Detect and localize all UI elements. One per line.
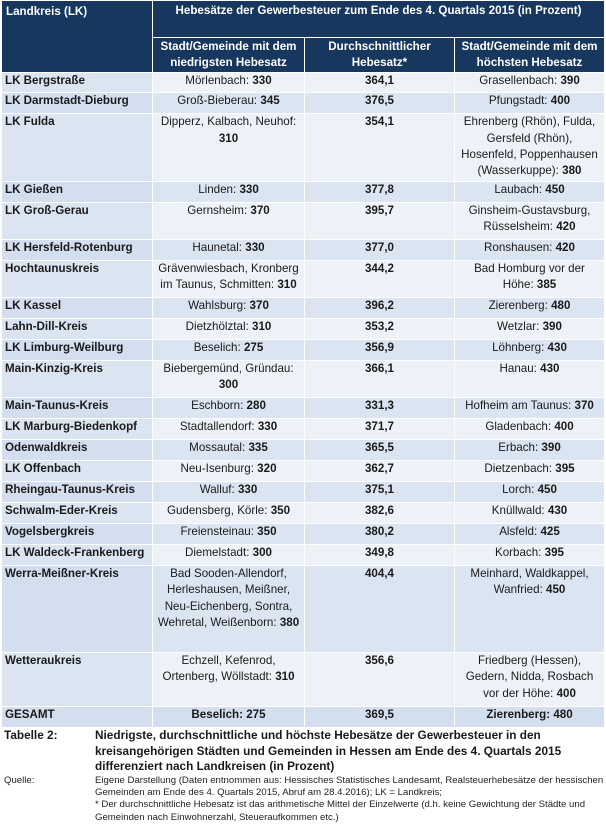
lowest-rate-cell [153,240,305,261]
landkreis-cell: Wetteraukreis [2,653,153,707]
average-rate-cell: 371,7 [305,419,455,440]
source-text [95,775,605,824]
lowest-municipality: Eschborn: [191,399,244,413]
hebesatz-table [1,0,605,728]
highest-rate-value: 390 [542,320,562,334]
highest-rate-value: 430 [547,341,567,355]
highest-rate-value: 380 [562,164,582,178]
highest-municipality: Hofheim am Taunus: [465,399,572,413]
table-row [2,319,605,340]
footnote-line: * Der durchschnittliche Hebesatz ist das arithmetische Mittel der Einzelwerte (d.h. keine Gewichtung der Städte und Gemeinden nach Einwohnerzahl, Steueraufkommen etc.) [95,799,586,823]
table-row [2,261,605,298]
lowest-municipality: Gudensberg, Körle: [166,504,268,518]
lowest-rate-value: 330 [245,241,265,255]
highest-rate-value: 395 [555,462,575,476]
lowest-rate-cell [153,261,305,298]
lowest-municipality: Dietzhölztal: [185,320,249,334]
highest-rate-cell [455,482,605,503]
lowest-municipality: Bad Sooden-Allendorf, Herleshausen, Meißner, Neu-Eichenberg, Sontra, Wehretal, Weißenborn: [157,567,293,629]
lowest-rate-cell [153,566,305,653]
table-row [2,240,605,261]
average-rate-cell: 382,6 [305,503,455,524]
highest-municipality: Erbach: [498,441,539,455]
lowest-rate-cell [153,182,305,203]
lowest-rate-value: 370 [250,204,270,218]
lowest-rate-value: 300 [252,546,272,560]
average-rate-cell: 365,5 [305,440,455,461]
highest-municipality: Zierenberg: [486,708,551,722]
lowest-rate-cell [153,340,305,361]
lowest-rate-value: 280 [246,399,266,413]
lowest-rate-cell [153,503,305,524]
landkreis-cell: LK Offenbach [2,461,153,482]
landkreis-cell: LK Bergstraße [2,73,153,93]
highest-rate-cell [455,524,605,545]
lowest-rate-value: 330 [239,183,259,197]
highest-rate-value: 425 [540,525,560,539]
highest-rate-value: 400 [556,686,576,700]
lowest-rate-cell [153,319,305,340]
lowest-rate-cell [153,398,305,419]
landkreis-cell: Rheingau-Taunus-Kreis [2,482,153,503]
landkreis-cell: LK Gießen [2,182,153,203]
highest-rate-cell [455,340,605,361]
lowest-rate-value: 330 [257,420,278,434]
highest-rate-cell [455,114,605,182]
landkreis-column-header: Landkreis (LK) [2,1,153,73]
table-row [2,182,605,203]
highest-municipality: Laubach: [494,183,543,197]
lowest-rate-value: 275 [243,341,264,355]
landkreis-cell: Hochtaunuskreis [2,261,153,298]
lowest-rate-value: 310 [277,278,297,292]
highest-rate-cell [455,566,605,653]
table-row [2,340,605,361]
highest-rate-value: 420 [556,220,576,234]
highest-municipality: Zierenberg: [488,299,548,313]
highest-rate-value: 420 [555,241,575,255]
highest-municipality: Bad Homburg vor der Höhe: [474,262,585,292]
table-row [2,73,605,93]
highest-rate-value: 450 [546,583,566,597]
highest-rate-cell [455,298,605,319]
lowest-municipality: Echzell, Kefenrod, Ortenberg, Wöllstadt: [162,654,276,684]
lowest-rate-value: 310 [252,320,272,334]
lowest-rate-cell [153,114,305,182]
highest-rate-cell [455,93,605,114]
highest-rate-value: 480 [553,708,573,722]
highest-municipality: Knüllwald: [491,504,545,518]
lowest-municipality: Stadtallendorf: [179,420,255,434]
average-rate-cell: 356,6 [305,653,455,707]
average-rate-cell: 377,8 [305,182,455,203]
average-rate-cell: 395,7 [305,203,455,240]
table-row [2,524,605,545]
highest-municipality: Wetzlar: [497,320,540,334]
average-rate-cell: 354,1 [305,114,455,182]
highest-rate-value: 390 [560,74,580,88]
highest-rate-cell [455,707,605,728]
highest-municipality: Löhnberg: [492,341,545,355]
highest-rate-cell [455,545,605,566]
landkreis-cell: Main-Kinzig-Kreis [2,361,153,398]
lowest-rate-value: 380 [279,615,300,629]
highest-rate-cell [455,503,605,524]
average-rate-cell: 344,2 [305,261,455,298]
table-row [2,653,605,707]
average-rate-cell: 349,8 [305,545,455,566]
lowest-rate-value: 330 [237,483,258,497]
landkreis-cell: LK Kassel [2,298,153,319]
highest-rate-cell [455,203,605,240]
lowest-rate-cell [153,653,305,707]
lowest-rate-value: 320 [257,462,277,476]
lowest-rate-cell [153,707,305,728]
lowest-municipality: Haunetal: [192,241,243,255]
table-row [2,398,605,419]
lowest-municipality: Mossautal: [189,441,246,455]
highest-municipality: Ginsheim-Gustavsburg, Rüsselsheim: [468,204,591,234]
average-rate-cell: 375,1 [305,482,455,503]
average-rate-cell: 364,1 [305,73,455,93]
lowest-rate-value: 310 [218,131,239,145]
table-row [2,545,605,566]
average-rate-cell: 377,0 [305,240,455,261]
average-rate-cell: 356,9 [305,340,455,361]
group-header: Hebesätze der Gewerbesteuer zum Ende des 4. Quartals 2015 (in Prozent) [153,1,605,38]
landkreis-cell: Main-Taunus-Kreis [2,398,153,419]
lowest-rate-cell [153,203,305,240]
lowest-municipality: Beselich: [193,341,241,355]
lowest-rate-value: 345 [260,94,280,108]
source-label: Quelle: [4,775,35,786]
table-row [2,203,605,240]
lowest-municipality: Neu-Isenburg: [180,462,254,476]
highest-rate-value: 480 [551,299,571,313]
source-line: Eigene Darstellung (Daten entnommen aus: Hessisches Statistisches Landesamt, Realsteuerhebesätze der hessischen Gemeinden am Ende des 4. Quartals 2015, Abruf am 28.4.2016); LK = Landkreis; [95,775,604,799]
highest-rate-cell [455,261,605,298]
lowest-rate-value: 330 [252,74,272,88]
lowest-municipality: Gernsheim: [187,204,248,218]
highest-rate-cell [455,361,605,398]
table-row [2,566,605,653]
average-rate-cell: 331,3 [305,398,455,419]
lowest-rate-value: 275 [246,708,266,722]
highest-rate-value: 450 [545,183,565,197]
highest-rate-value: 430 [547,504,568,518]
lowest-municipality: Dipperz, Kalbach, Neuhof: [160,115,297,129]
lowest-rate-value: 310 [275,670,295,684]
landkreis-cell: Odenwaldkreis [2,440,153,461]
table-row [2,503,605,524]
highest-municipality: Hanau: [499,362,537,376]
highest-rate-value: 370 [574,399,594,413]
lowest-rate-cell [153,524,305,545]
highest-municipality: Korbach: [495,546,542,560]
highest-municipality: Ronshausen: [484,241,553,255]
landkreis-cell: Werra-Meißner-Kreis [2,566,153,653]
lowest-municipality: Mörlenbach: [185,74,250,88]
caption-text: Niedrigste, durchschnittliche und höchste Hebesätze der Gewerbesteuer in den kreisangehörigen Städten und Gemeinden in Hessen am Ende des 4. Quartals 2015 differenziert nach Landkreisen (in Prozent) [95,728,562,773]
hebesatz-table-container [1,0,604,728]
landkreis-cell: LK Waldeck-Frankenberg [2,545,153,566]
highest-rate-cell [455,419,605,440]
highest-rate-value: 450 [537,483,557,497]
landkreis-cell: Vogelsbergkreis [2,524,153,545]
lowest-rate-cell [153,93,305,114]
lowest-rate-cell [153,440,305,461]
highest-rate-cell [455,319,605,340]
table-row [2,419,605,440]
lowest-municipality: Groß-Bieberau: [177,94,258,108]
highest-rate-value: 390 [541,441,561,455]
highest-municipality: Ehrenberg (Rhön), Fulda, Gersfeld (Rhön), Hosenfeld, Poppenhausen (Wasserkuppe): [461,115,598,178]
highest-rate-cell [455,182,605,203]
highest-municipality: Friedberg (Hessen), Gedern, Nidda, Rosbach vor der Höhe: [465,654,594,700]
landkreis-cell: Lahn-Dill-Kreis [2,319,153,340]
lowest-rate-value: 370 [249,299,269,313]
highest-rate-value: 400 [550,94,571,108]
landkreis-cell: LK Fulda [2,114,153,182]
caption-label: Tabelle 2: [4,728,58,742]
lowest-municipality: Diemelstadt: [184,546,250,560]
highest-rate-header: Stadt/Gemeinde mit dem höchsten Hebesatz [455,38,605,73]
highest-municipality: Dietzenbach: [484,462,553,476]
lowest-rate-value: 350 [270,504,291,518]
lowest-municipality: Grävenwiesbach, Kronberg im Taunus, Schmitten: [158,262,299,292]
table-row [2,93,605,114]
average-rate-cell: 366,1 [305,361,455,398]
lowest-rate-value: 335 [248,441,268,455]
lowest-rate-cell [153,461,305,482]
highest-rate-value: 395 [544,546,564,560]
table-row [2,461,605,482]
table-row [2,298,605,319]
lowest-rate-cell [153,482,305,503]
lowest-municipality: Walluf: [199,483,235,497]
lowest-rate-cell [153,73,305,93]
highest-rate-value: 400 [554,420,574,434]
lowest-rate-cell [153,545,305,566]
lowest-municipality: Linden: [198,183,237,197]
lowest-rate-value: 350 [257,525,277,539]
average-rate-cell: 396,2 [305,298,455,319]
lowest-municipality: Biebergemünd, Gründau: [163,362,294,376]
highest-rate-cell [455,398,605,419]
landkreis-cell: LK Marburg-Biedenkopf [2,419,153,440]
highest-rate-cell [455,461,605,482]
highest-rate-value: 430 [540,362,560,376]
average-rate-header: Durchschnittlicher Hebesatz* [305,38,455,73]
highest-municipality: Meinhard, Waldkappel, Wanfried: [470,567,589,597]
lowest-rate-cell [153,361,305,398]
highest-municipality: Gladenbach: [485,420,552,434]
average-rate-cell: 404,4 [305,566,455,653]
landkreis-cell: LK Groß-Gerau [2,203,153,240]
highest-rate-cell [455,240,605,261]
highest-municipality: Alsfeld: [499,525,538,539]
lowest-municipality: Freiensteinau: [180,525,254,539]
highest-municipality: Lorch: [502,483,535,497]
table-row [2,440,605,461]
table-row [2,707,605,728]
landkreis-cell: LK Darmstadt-Dieburg [2,93,153,114]
lowest-rate-cell [153,419,305,440]
highest-municipality: Pfungstadt: [488,94,548,108]
landkreis-cell: LK Hersfeld-Rotenburg [2,240,153,261]
lowest-municipality: Wahlsburg: [188,299,247,313]
average-rate-cell: 376,5 [305,93,455,114]
landkreis-cell: Schwalm-Eder-Kreis [2,503,153,524]
highest-rate-cell [455,73,605,93]
average-rate-cell: 369,5 [305,707,455,728]
table-row [2,482,605,503]
average-rate-cell: 362,7 [305,461,455,482]
average-rate-cell: 353,2 [305,319,455,340]
highest-rate-cell [455,653,605,707]
landkreis-cell: LK Limburg-Weilburg [2,340,153,361]
highest-rate-value: 385 [536,278,557,292]
table-row [2,361,605,398]
average-rate-cell: 380,2 [305,524,455,545]
lowest-rate-header: Stadt/Gemeinde mit dem niedrigsten Hebesatz [153,38,305,73]
lowest-rate-value: 300 [218,378,239,392]
highest-municipality: Grasellenbach: [479,74,558,88]
landkreis-cell: GESAMT [2,707,153,728]
table-row [2,114,605,182]
highest-rate-cell [455,440,605,461]
lowest-municipality: Beselich: [191,708,243,722]
table-body [2,73,605,728]
lowest-rate-cell [153,298,305,319]
